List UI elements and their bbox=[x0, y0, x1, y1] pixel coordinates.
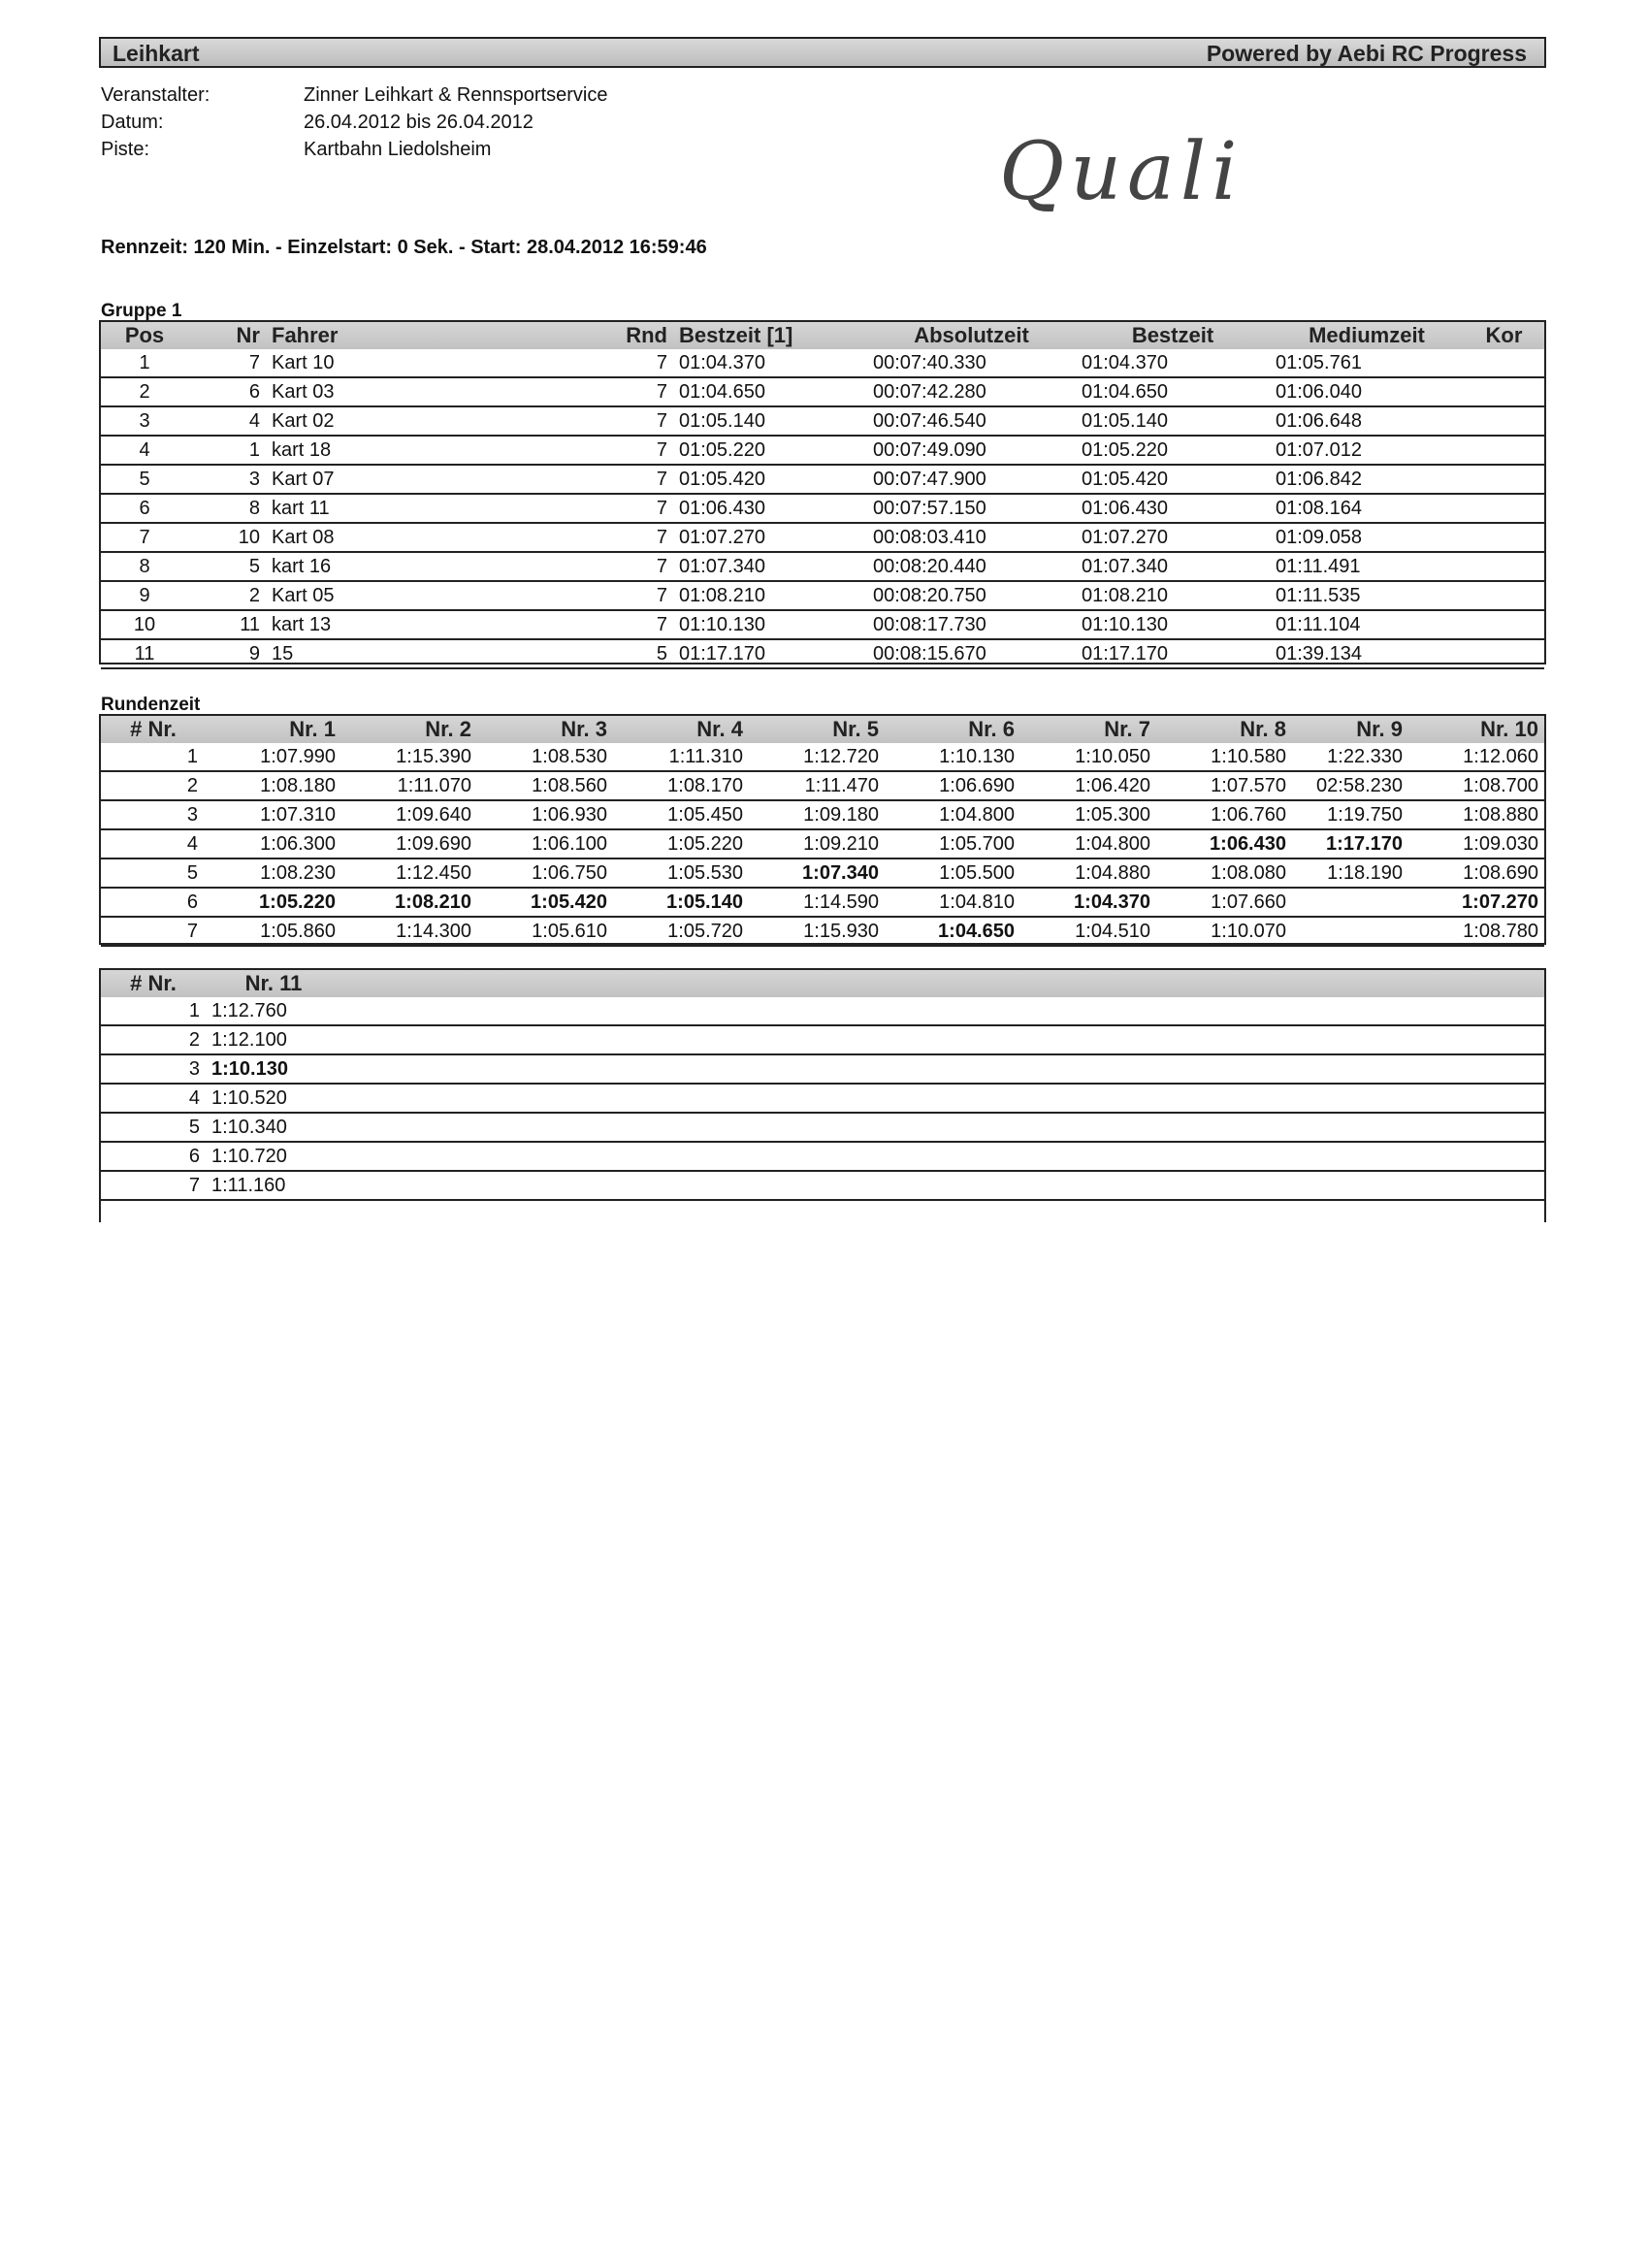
table-cell: 01:07.012 bbox=[1270, 436, 1464, 465]
table-cell-filler bbox=[341, 1084, 1544, 1113]
table-cell bbox=[1464, 494, 1544, 523]
table-cell: 9 bbox=[188, 639, 266, 668]
table-cell-filler bbox=[341, 1054, 1544, 1084]
table-cell: 1:08.690 bbox=[1408, 859, 1544, 888]
table-cell: 1:05.720 bbox=[613, 917, 749, 946]
table-cell: 5 bbox=[188, 552, 266, 581]
table-cell: 2 bbox=[101, 1025, 206, 1054]
table-cell: 6 bbox=[101, 1142, 206, 1171]
table-cell: 01:09.058 bbox=[1270, 523, 1464, 552]
table-cell: 1:08.230 bbox=[206, 859, 341, 888]
table-cell: Kart 10 bbox=[266, 349, 586, 377]
laptimes2-table bbox=[101, 970, 1544, 1201]
table-row bbox=[101, 349, 1544, 377]
table-cell: 1:06.420 bbox=[1020, 771, 1156, 800]
column-header: Absolutzeit bbox=[867, 322, 1076, 349]
table-cell: 1:04.650 bbox=[885, 917, 1020, 946]
results-table bbox=[101, 322, 1544, 669]
table-cell: 00:08:17.730 bbox=[867, 610, 1076, 639]
table-cell: 00:08:03.410 bbox=[867, 523, 1076, 552]
table-cell: 00:07:47.900 bbox=[867, 465, 1076, 494]
table-cell: 01:08.210 bbox=[673, 581, 867, 610]
table-row bbox=[101, 377, 1544, 406]
table-cell: 10 bbox=[101, 610, 188, 639]
table-cell: 00:07:57.150 bbox=[867, 494, 1076, 523]
table-cell: 3 bbox=[101, 800, 206, 829]
table-cell: 7 bbox=[586, 436, 673, 465]
table-cell: 1:05.500 bbox=[885, 859, 1020, 888]
table-cell: 7 bbox=[188, 349, 266, 377]
table-cell: 7 bbox=[586, 406, 673, 436]
table-cell: 9 bbox=[101, 581, 188, 610]
table-cell: 1:12.720 bbox=[749, 743, 885, 771]
table-cell: 1:08.180 bbox=[206, 771, 341, 800]
table-cell: 00:08:20.750 bbox=[867, 581, 1076, 610]
table-cell: 1:15.390 bbox=[341, 743, 477, 771]
table-cell: 11 bbox=[101, 639, 188, 668]
table-cell: 1:10.520 bbox=[206, 1084, 341, 1113]
table-cell-filler bbox=[341, 1171, 1544, 1200]
table-row bbox=[101, 523, 1544, 552]
table-cell: 7 bbox=[586, 552, 673, 581]
table-cell bbox=[1464, 610, 1544, 639]
table-cell: 1:14.590 bbox=[749, 888, 885, 917]
table-cell-filler bbox=[341, 1025, 1544, 1054]
table-cell: 2 bbox=[188, 581, 266, 610]
table-cell: Kart 03 bbox=[266, 377, 586, 406]
table-cell: 01:10.130 bbox=[673, 610, 867, 639]
table-cell: 1:17.170 bbox=[1292, 829, 1408, 859]
table-cell-filler bbox=[341, 997, 1544, 1025]
table-cell: 1:05.700 bbox=[885, 829, 1020, 859]
table-cell: 1:04.510 bbox=[1020, 917, 1156, 946]
table-cell: 6 bbox=[188, 377, 266, 406]
table-cell: 01:06.648 bbox=[1270, 406, 1464, 436]
table-cell: 1:10.050 bbox=[1020, 743, 1156, 771]
table-cell: 1:07.340 bbox=[749, 859, 885, 888]
table-cell: 3 bbox=[188, 465, 266, 494]
table-cell: 01:07.340 bbox=[673, 552, 867, 581]
column-header: Nr. 4 bbox=[613, 716, 749, 743]
table-cell: 1:06.760 bbox=[1156, 800, 1292, 829]
table-cell bbox=[1464, 552, 1544, 581]
table-cell: 1:14.300 bbox=[341, 917, 477, 946]
column-header: Rnd bbox=[586, 322, 673, 349]
table-cell: 00:08:15.670 bbox=[867, 639, 1076, 668]
table-cell: 1:06.750 bbox=[477, 859, 613, 888]
table-cell: 7 bbox=[586, 581, 673, 610]
table-cell: 6 bbox=[101, 494, 188, 523]
table-cell: 1 bbox=[101, 997, 206, 1025]
table-cell: 7 bbox=[586, 349, 673, 377]
table-cell: 7 bbox=[101, 917, 206, 946]
table-cell: 01:05.220 bbox=[673, 436, 867, 465]
table-cell: 1:09.210 bbox=[749, 829, 885, 859]
table-cell: 1:09.690 bbox=[341, 829, 477, 859]
table-cell: Kart 02 bbox=[266, 406, 586, 436]
column-header: Nr. 5 bbox=[749, 716, 885, 743]
table-cell: 1:09.180 bbox=[749, 800, 885, 829]
table-cell: 1:05.860 bbox=[206, 917, 341, 946]
table-row bbox=[101, 829, 1544, 859]
column-header: Bestzeit bbox=[1076, 322, 1270, 349]
table-cell: 2 bbox=[101, 771, 206, 800]
table-cell: 1:12.060 bbox=[1408, 743, 1544, 771]
column-header: # Nr. bbox=[101, 970, 206, 997]
table-cell: 00:07:46.540 bbox=[867, 406, 1076, 436]
powered-by: Powered by Aebi RC Progress bbox=[1206, 41, 1527, 66]
column-header: Nr. 1 bbox=[206, 716, 341, 743]
table-row bbox=[101, 494, 1544, 523]
table-cell: 1:07.570 bbox=[1156, 771, 1292, 800]
table-cell: 1:08.560 bbox=[477, 771, 613, 800]
table-cell: 00:07:40.330 bbox=[867, 349, 1076, 377]
table-cell-filler bbox=[341, 1142, 1544, 1171]
table-cell bbox=[1292, 888, 1408, 917]
table-cell: 1:09.640 bbox=[341, 800, 477, 829]
table-cell: 4 bbox=[101, 436, 188, 465]
table-cell: 01:06.842 bbox=[1270, 465, 1464, 494]
veranstalter-label: Veranstalter: bbox=[101, 84, 210, 106]
table-cell: 01:17.170 bbox=[673, 639, 867, 668]
table-cell: kart 11 bbox=[266, 494, 586, 523]
table-row bbox=[101, 436, 1544, 465]
table-cell: 01:07.270 bbox=[673, 523, 867, 552]
column-header: Nr. 7 bbox=[1020, 716, 1156, 743]
table-cell: 1:05.300 bbox=[1020, 800, 1156, 829]
table-cell: 5 bbox=[101, 859, 206, 888]
table-cell: 01:11.535 bbox=[1270, 581, 1464, 610]
table-cell: 1 bbox=[101, 349, 188, 377]
table-cell: 1:10.340 bbox=[206, 1113, 341, 1142]
column-header: Nr. 8 bbox=[1156, 716, 1292, 743]
table-cell: 1:05.220 bbox=[206, 888, 341, 917]
datum-label: Datum: bbox=[101, 112, 164, 133]
table-cell: 1:11.470 bbox=[749, 771, 885, 800]
table-cell: 7 bbox=[586, 610, 673, 639]
table-cell: 00:08:20.440 bbox=[867, 552, 1076, 581]
table-cell: 01:08.210 bbox=[1076, 581, 1270, 610]
table-cell: Kart 07 bbox=[266, 465, 586, 494]
table-cell: 8 bbox=[101, 552, 188, 581]
table-cell: 4 bbox=[188, 406, 266, 436]
table-cell-filler bbox=[341, 1113, 1544, 1142]
table-cell: 1:08.080 bbox=[1156, 859, 1292, 888]
column-header: # Nr. bbox=[101, 716, 206, 743]
table-cell: 6 bbox=[101, 888, 206, 917]
table-cell: 1:12.100 bbox=[206, 1025, 341, 1054]
table-row bbox=[101, 406, 1544, 436]
table-cell: 1:08.210 bbox=[341, 888, 477, 917]
table-cell: 7 bbox=[586, 494, 673, 523]
table-row bbox=[101, 997, 1544, 1025]
table-cell: 01:10.130 bbox=[1076, 610, 1270, 639]
table-cell: kart 13 bbox=[266, 610, 586, 639]
column-header: Nr. 10 bbox=[1408, 716, 1544, 743]
table-cell: kart 18 bbox=[266, 436, 586, 465]
table-cell: 2 bbox=[101, 377, 188, 406]
handwritten-note: Quali bbox=[999, 126, 1244, 218]
table-cell: 01:05.761 bbox=[1270, 349, 1464, 377]
table-cell: 1:08.880 bbox=[1408, 800, 1544, 829]
table-cell: 1:10.130 bbox=[206, 1054, 341, 1084]
table-cell: 1:22.330 bbox=[1292, 743, 1408, 771]
table-row bbox=[101, 859, 1544, 888]
table-cell: 1:09.030 bbox=[1408, 829, 1544, 859]
table-row bbox=[101, 1113, 1544, 1142]
table-cell: 1:06.430 bbox=[1156, 829, 1292, 859]
column-header: Fahrer bbox=[266, 322, 586, 349]
table-cell: 7 bbox=[586, 523, 673, 552]
table-cell: 1:05.610 bbox=[477, 917, 613, 946]
piste-label: Piste: bbox=[101, 139, 150, 160]
laptimes-table bbox=[101, 716, 1544, 947]
column-header: Mediumzeit bbox=[1270, 322, 1464, 349]
table-row bbox=[101, 1054, 1544, 1084]
table-row bbox=[101, 800, 1544, 829]
table-cell: 1:10.070 bbox=[1156, 917, 1292, 946]
table-cell: 1:12.760 bbox=[206, 997, 341, 1025]
table-cell: 1:04.800 bbox=[1020, 829, 1156, 859]
table-cell: 7 bbox=[586, 465, 673, 494]
table-cell: 1:04.800 bbox=[885, 800, 1020, 829]
table-cell: 1:11.160 bbox=[206, 1171, 341, 1200]
column-header: Bestzeit [1] bbox=[673, 322, 867, 349]
table-cell bbox=[1464, 349, 1544, 377]
table-cell: 4 bbox=[101, 829, 206, 859]
table-cell bbox=[1464, 406, 1544, 436]
table-cell bbox=[1464, 377, 1544, 406]
table-cell: 1:07.310 bbox=[206, 800, 341, 829]
table-row bbox=[101, 610, 1544, 639]
table-cell: kart 16 bbox=[266, 552, 586, 581]
table-row bbox=[101, 771, 1544, 800]
table-cell: 02:58.230 bbox=[1292, 771, 1408, 800]
table-cell: 01:05.420 bbox=[1076, 465, 1270, 494]
table-row bbox=[101, 552, 1544, 581]
column-header: Kor bbox=[1464, 322, 1544, 349]
table-cell: 01:05.420 bbox=[673, 465, 867, 494]
column-header: Nr. 11 bbox=[206, 970, 341, 997]
table-cell bbox=[1292, 917, 1408, 946]
piste-value: Kartbahn Liedolsheim bbox=[304, 139, 492, 160]
table-cell: 11 bbox=[188, 610, 266, 639]
table-cell: 5 bbox=[101, 465, 188, 494]
title-bar bbox=[99, 37, 1546, 68]
table-row bbox=[101, 1171, 1544, 1200]
table-cell: 5 bbox=[101, 1113, 206, 1142]
table-cell: 1:08.700 bbox=[1408, 771, 1544, 800]
table-cell: 1:06.930 bbox=[477, 800, 613, 829]
table-cell: 1:04.810 bbox=[885, 888, 1020, 917]
table-row bbox=[101, 581, 1544, 610]
table-cell: 1:07.270 bbox=[1408, 888, 1544, 917]
table-cell: 1:08.530 bbox=[477, 743, 613, 771]
table-cell: 10 bbox=[188, 523, 266, 552]
table-cell: 7 bbox=[101, 523, 188, 552]
table-cell: 01:06.040 bbox=[1270, 377, 1464, 406]
table-cell: 1:10.720 bbox=[206, 1142, 341, 1171]
table-cell: 01:08.164 bbox=[1270, 494, 1464, 523]
table-cell: 1:15.930 bbox=[749, 917, 885, 946]
table-cell: 1:05.450 bbox=[613, 800, 749, 829]
table-cell: 01:06.430 bbox=[673, 494, 867, 523]
table-cell: Kart 05 bbox=[266, 581, 586, 610]
table-cell bbox=[1464, 436, 1544, 465]
table-row bbox=[101, 1142, 1544, 1171]
group-label: Gruppe 1 bbox=[101, 301, 182, 321]
column-header: Nr. 6 bbox=[885, 716, 1020, 743]
table-cell: 1:11.310 bbox=[613, 743, 749, 771]
table-cell: 1:06.690 bbox=[885, 771, 1020, 800]
race-time-line: Rennzeit: 120 Min. - Einzelstart: 0 Sek. - Start: 28.04.2012 16:59:46 bbox=[101, 237, 707, 258]
table-cell: 1 bbox=[101, 743, 206, 771]
table-cell: 1:06.100 bbox=[477, 829, 613, 859]
table-cell: 01:11.491 bbox=[1270, 552, 1464, 581]
table-cell bbox=[1464, 639, 1544, 668]
table-cell: 1:05.220 bbox=[613, 829, 749, 859]
table-cell: 1:05.530 bbox=[613, 859, 749, 888]
table-cell: 01:07.270 bbox=[1076, 523, 1270, 552]
veranstalter-value: Zinner Leihkart & Rennsportservice bbox=[304, 84, 608, 106]
table-row bbox=[101, 743, 1544, 771]
column-header: Nr bbox=[188, 322, 266, 349]
table-cell: 01:04.370 bbox=[1076, 349, 1270, 377]
table-row bbox=[101, 639, 1544, 668]
table-cell: 1:05.140 bbox=[613, 888, 749, 917]
table-cell: 01:04.650 bbox=[673, 377, 867, 406]
table-cell: 01:05.220 bbox=[1076, 436, 1270, 465]
table-cell: 1:10.130 bbox=[885, 743, 1020, 771]
table-cell: 01:04.370 bbox=[673, 349, 867, 377]
table-cell bbox=[1464, 523, 1544, 552]
table-cell: 1:05.420 bbox=[477, 888, 613, 917]
table-cell: 4 bbox=[101, 1084, 206, 1113]
table-cell: 1:07.990 bbox=[206, 743, 341, 771]
column-header: Nr. 3 bbox=[477, 716, 613, 743]
table-cell: 01:39.134 bbox=[1270, 639, 1464, 668]
column-header: Pos bbox=[101, 322, 188, 349]
table-cell: 1:12.450 bbox=[341, 859, 477, 888]
table-cell: Kart 08 bbox=[266, 523, 586, 552]
table-cell: 7 bbox=[101, 1171, 206, 1200]
table-cell: 1:18.190 bbox=[1292, 859, 1408, 888]
table-cell: 1:19.750 bbox=[1292, 800, 1408, 829]
document-title: Leihkart bbox=[113, 41, 200, 66]
table-cell: 01:05.140 bbox=[1076, 406, 1270, 436]
table-cell: 5 bbox=[586, 639, 673, 668]
table-cell: 15 bbox=[266, 639, 586, 668]
table-cell: 3 bbox=[101, 406, 188, 436]
table-row bbox=[101, 1025, 1544, 1054]
table-cell: 1:04.880 bbox=[1020, 859, 1156, 888]
table-cell: 01:06.430 bbox=[1076, 494, 1270, 523]
table-cell bbox=[1464, 581, 1544, 610]
table-cell: 01:11.104 bbox=[1270, 610, 1464, 639]
table-cell: 3 bbox=[101, 1054, 206, 1084]
datum-value: 26.04.2012 bis 26.04.2012 bbox=[304, 112, 534, 133]
table-cell: 01:07.340 bbox=[1076, 552, 1270, 581]
table-cell: 1:06.300 bbox=[206, 829, 341, 859]
table-cell: 00:07:49.090 bbox=[867, 436, 1076, 465]
column-header: Nr. 2 bbox=[341, 716, 477, 743]
table-row bbox=[101, 917, 1544, 946]
table-cell: 1:04.370 bbox=[1020, 888, 1156, 917]
table-row bbox=[101, 888, 1544, 917]
table-cell: 1:11.070 bbox=[341, 771, 477, 800]
table-cell: 00:07:42.280 bbox=[867, 377, 1076, 406]
table-cell: 01:05.140 bbox=[673, 406, 867, 436]
table-cell: 01:04.650 bbox=[1076, 377, 1270, 406]
table-cell bbox=[1464, 465, 1544, 494]
table-cell: 1:07.660 bbox=[1156, 888, 1292, 917]
table-row bbox=[101, 1084, 1544, 1113]
table-row bbox=[101, 465, 1544, 494]
laptimes-label: Rundenzeit bbox=[101, 695, 201, 715]
table-cell: 7 bbox=[586, 377, 673, 406]
column-header: Nr. 9 bbox=[1292, 716, 1408, 743]
table-cell: 01:17.170 bbox=[1076, 639, 1270, 668]
table-cell: 1:08.170 bbox=[613, 771, 749, 800]
table-cell: 1 bbox=[188, 436, 266, 465]
table-cell: 1:08.780 bbox=[1408, 917, 1544, 946]
table-cell: 1:10.580 bbox=[1156, 743, 1292, 771]
table-cell: 8 bbox=[188, 494, 266, 523]
column-header-filler bbox=[341, 970, 1544, 997]
